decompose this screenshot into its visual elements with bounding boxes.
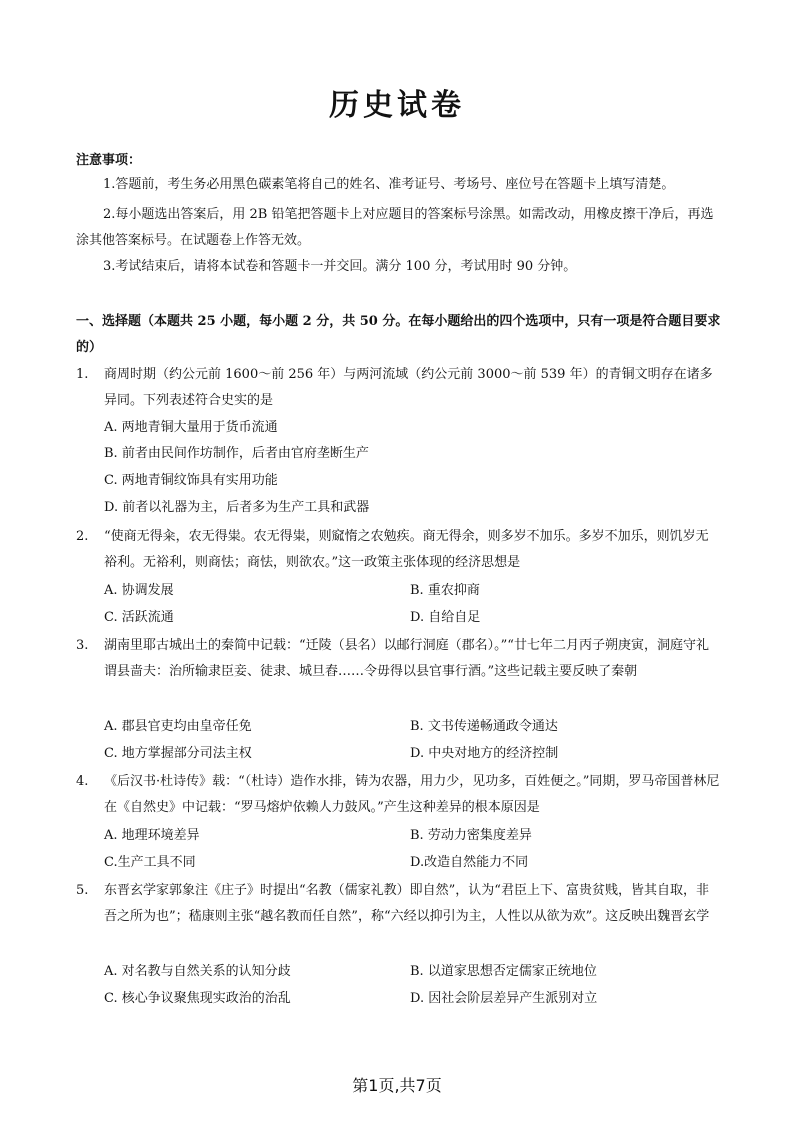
option-c: C. 两地青铜纹饰具有实用功能	[104, 473, 278, 488]
notice-heading: 注意事项：	[76, 153, 142, 168]
notice-item-3: 3.考试结束后，请将本试卷和答题卡一并交回。满分 100 分，考试用时 90 分钟。	[103, 259, 577, 274]
option-d: D. 中央对地方的经济控制	[410, 746, 559, 761]
option-a: A. 地理环境差异	[104, 828, 200, 843]
option-c: C. 活跃流通	[104, 610, 174, 625]
question-1	[76, 362, 721, 414]
question-number: 2.	[76, 529, 89, 544]
option-b: B. 前者由民间作坊制作，后者由官府垄断生产	[104, 446, 369, 461]
option-a: A. 两地青铜大量用于货币流通	[104, 420, 278, 435]
option-b: B. 文书传递畅通政令通达	[410, 719, 558, 734]
question-number: 5.	[76, 883, 89, 898]
question-number: 4.	[76, 774, 89, 789]
option-d: D.改造自然能力不同	[410, 855, 529, 870]
option-c: C. 核心争议聚焦现实政治的治乱	[104, 991, 291, 1006]
option-d: D. 因社会阶层差异产生派别对立	[410, 991, 598, 1006]
option-b: B. 以道家思想否定儒家正统地位	[410, 964, 597, 979]
question-number: 1.	[76, 367, 89, 382]
question-number: 3.	[76, 638, 89, 653]
option-d: D. 前者以礼器为主，后者多为生产工具和武器	[104, 500, 370, 515]
option-b: B. 劳动力密集度差异	[410, 828, 532, 843]
question-2	[76, 524, 721, 576]
question-3	[76, 633, 721, 685]
question-stem: 商周时期（约公元前 1600～前 256 年）与两河流域（约公元前 3000～前 539 年）的青铜文明存在诸多异同。下列表述符合史实的是	[104, 367, 713, 408]
option-a: A. 协调发展	[104, 583, 174, 598]
option-d: D. 自给自足	[410, 610, 481, 625]
section-heading: 一、选择题（本题共 25 小题，每小题 2 分，共 50 分。在每小题给出的四个选项中，只有一项是符合题目要求的）	[76, 314, 721, 355]
question-stem: “使商无得籴，农无得粜。农无得粜，则窳惰之农勉疾。商无得余，则多岁不加乐。多岁不加乐，则饥岁无裕利。无裕利，则商怯；商怯，则欲农。”这一政策主张体现的经济思想是	[104, 529, 709, 570]
page-number: 第1页,共7页	[352, 1076, 442, 1095]
question-stem: 湖南里耶古城出土的秦简中记载：“迁陵（县名）以邮行洞庭（郡名）。”“廿七年二月丙子朔庚寅，洞庭守礼谓县啬夫：治所输隶臣妾、徒隶、城旦舂……令毋得以县官事行酒。”这些记载主要反映了秦朝	[104, 638, 709, 679]
notice-item-1: 1.答题前，考生务必用黑色碳素笔将自己的姓名、准考证号、考场号、座位号在答题卡上填写清楚。	[103, 177, 675, 192]
question-4	[76, 769, 721, 821]
page-title: 历史试卷	[329, 88, 465, 123]
question-5	[76, 878, 721, 930]
option-b: B. 重农抑商	[410, 583, 480, 598]
question-stem: 《后汉书·杜诗传》载：“（杜诗）造作水排，铸为农器，用力少，见功多，百姓便之。”同期，罗马帝国普林尼在《自然史》中记载：“罗马熔炉依赖人力鼓风。”产生这种差异的根本原因是	[104, 774, 720, 815]
option-a: A. 对名教与自然关系的认知分歧	[104, 964, 291, 979]
option-c: C.生产工具不同	[104, 855, 196, 870]
option-a: A. 郡县官吏均由皇帝任免	[104, 719, 252, 734]
option-c: C. 地方掌握部分司法主权	[104, 746, 252, 761]
question-stem: 东晋玄学家郭象注《庄子》时提出“名教（儒家礼教）即自然”，认为“君臣上下、富贵贫贱，皆其自取，非吾之所为也”；嵇康则主张“越名教而任自然”，称“六经以抑引为主，人性以从欲为欢”。这反映出魏晋玄学	[104, 883, 710, 924]
notice-item-2: 2.每小题选出答案后，用 2B 铅笔把答题卡上对应题目的答案标号涂黑。如需改动，用橡皮擦干净后，再选涂其他答案标号。在试题卷上作答无效。	[76, 207, 714, 248]
